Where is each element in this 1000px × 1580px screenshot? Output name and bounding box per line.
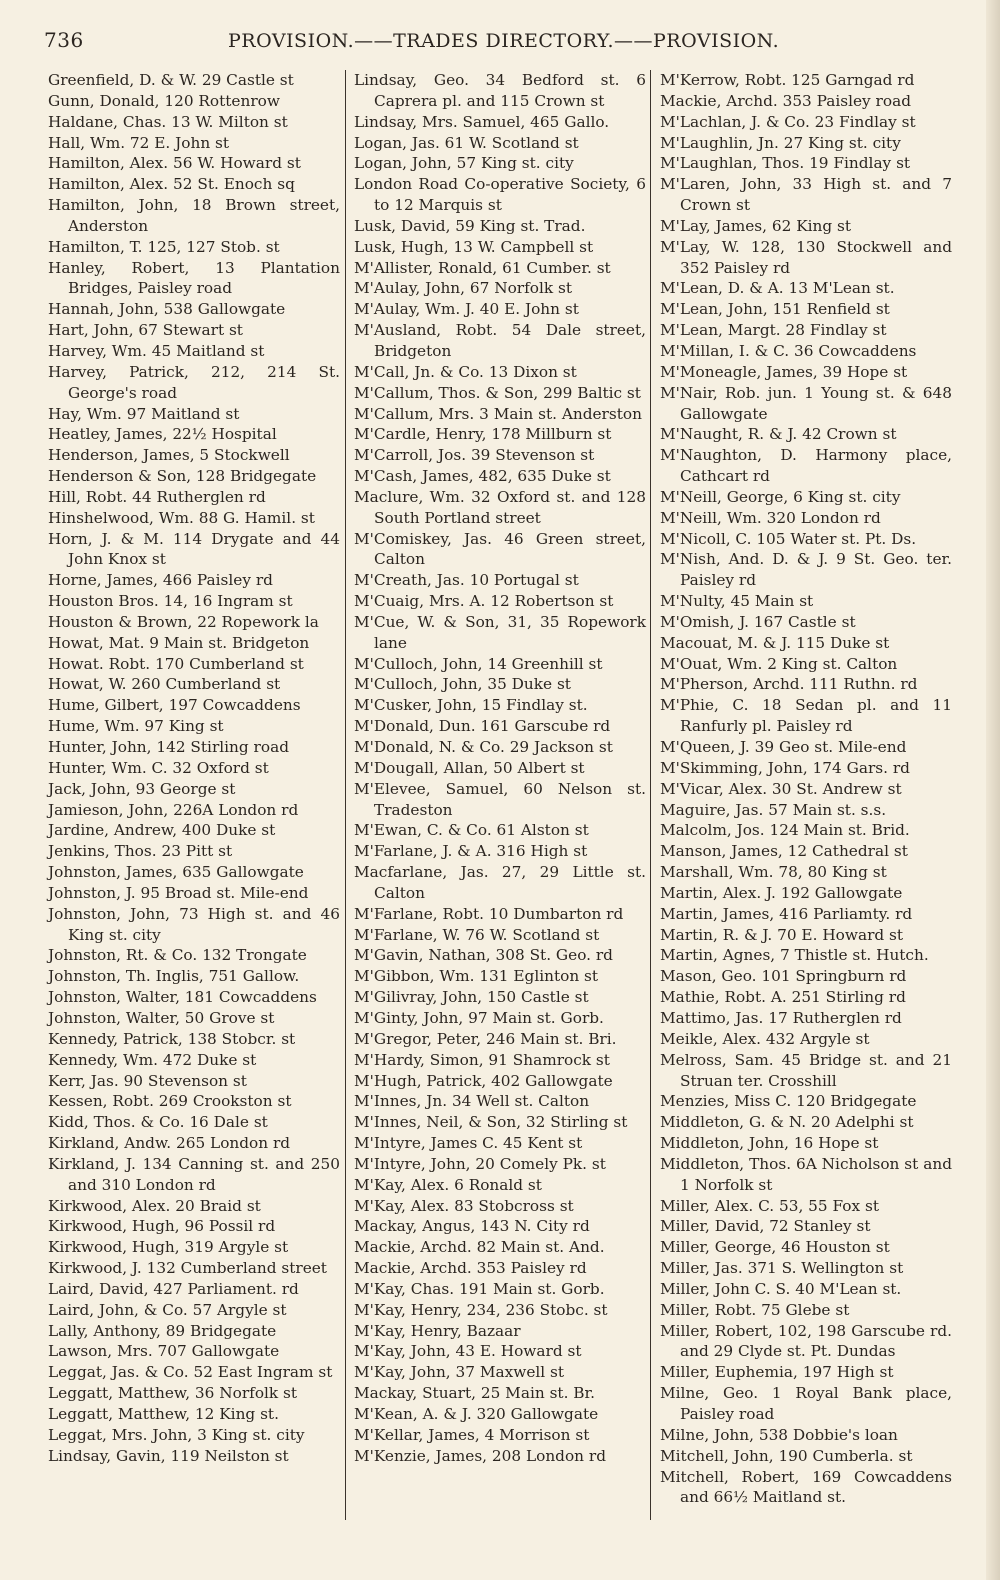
directory-entry: M'Kay, Alex. 6 Ronald st	[354, 1175, 542, 1194]
directory-entry: Mackie, Archd. 82 Main st. And.	[354, 1238, 605, 1257]
directory-entry: Johnston, Th. Inglis, 751 Gallow.	[48, 967, 300, 986]
directory-entry: M'Callum, Mrs. 3 Main st. Anderston	[354, 404, 642, 423]
directory-entry: M'Skimming, John, 174 Gars. rd	[660, 758, 910, 777]
directory-entry: Miller, Jas. 371 S. Wellington st	[660, 1259, 904, 1278]
directory-entry: Milne, John, 538 Dobbie's loan	[660, 1425, 898, 1444]
directory-entry: M'Donald, N. & Co. 29 Jackson st	[354, 738, 613, 756]
running-title: PROVISION.——TRADES DIRECTORY.——PROVISION.	[228, 30, 780, 52]
directory-entry: M'Ausland, Robt. 54 Dale street, Bridgeton	[354, 321, 646, 360]
directory-entry: Johnston, James, 635 Gallowgate	[48, 863, 304, 882]
directory-entry: Harvey, Patrick, 212, 214 St. George's road	[48, 362, 340, 402]
directory-entry: M'Culloch, John, 14 Greenhill st	[354, 654, 603, 673]
directory-entry: Logan, John, 57 King st. city	[354, 154, 574, 173]
directory-entry: M'Nicoll, C. 105 Water st. Pt. Ds.	[660, 529, 917, 548]
directory-entry: Leggat, Jas. & Co. 52 East Ingram st	[48, 1363, 333, 1382]
directory-entry: Kennedy, Patrick, 138 Stobcr. st	[48, 1029, 296, 1048]
directory-entry: Martin, Alex. J. 192 Gallowgate	[660, 883, 903, 902]
directory-entry: Mackie, Archd. 353 Paisley rd	[354, 1259, 587, 1278]
directory-entry: Miller, Euphemia, 197 High st	[660, 1363, 894, 1382]
directory-entry: M'Kenzie, James, 208 London rd	[354, 1446, 607, 1465]
directory-entry: M'Cusker, John, 15 Findlay st.	[354, 696, 588, 715]
directory-entry: M'Aulay, Wm. J. 40 E. John st	[354, 300, 579, 319]
directory-entry: Mitchell, John, 190 Cumberla. st	[660, 1446, 913, 1465]
directory-entry: M'Carroll, Jos. 39 Stevenson st	[354, 446, 595, 465]
directory-entry: Johnston, Walter, 181 Cowcaddens	[48, 988, 317, 1007]
directory-entry: M'Kay, John, 43 E. Howard st	[354, 1342, 582, 1361]
directory-column-2	[354, 70, 646, 1467]
directory-entry: Kirkland, Andw. 265 London rd	[48, 1134, 291, 1153]
directory-entry: Johnston, J. 95 Broad st. Mile-end	[48, 883, 309, 902]
directory-entry: M'Hardy, Simon, 91 Shamrock st	[354, 1050, 610, 1069]
page-number: 736	[44, 28, 84, 52]
directory-entry: Leggat, Mrs. John, 3 King st. city	[48, 1425, 305, 1444]
directory-entry: M'Kerrow, Robt. 125 Garngad rd	[660, 71, 915, 89]
directory-entry: Johnston, Walter, 50 Grove st	[48, 1008, 275, 1027]
directory-entry: Johnston, Rt. & Co. 132 Trongate	[48, 946, 307, 965]
directory-entry: Jardine, Andrew, 400 Duke st	[48, 821, 276, 840]
directory-entry: Hay, Wm. 97 Maitland st	[48, 404, 240, 423]
directory-entry: M'Nulty, 45 Main st	[660, 592, 814, 611]
directory-entry: Miller, Robert, 102, 198 Garscube rd. and 29 Clyde st. Pt. Dundas	[660, 1321, 952, 1361]
directory-entry: M'Kay, John, 37 Maxwell st	[354, 1363, 565, 1382]
directory-entry: M'Comiskey, Jas. 46 Green street, Calton	[354, 529, 646, 569]
directory-entry: M'Kay, Chas. 191 Main st. Gorb.	[354, 1279, 605, 1298]
directory-entry: Hamilton, John, 18 Brown street, Anderston	[48, 196, 340, 235]
directory-entry: Martin, James, 416 Parliamty. rd	[660, 904, 913, 923]
directory-entry: Johnston, John, 73 High st. and 46 King st. city	[48, 904, 340, 944]
directory-entry: Kirkwood, J. 132 Cumberland street	[48, 1259, 327, 1278]
directory-entry: Mackay, Stuart, 25 Main st. Br.	[354, 1384, 596, 1403]
directory-entry: M'Ginty, John, 97 Main st. Gorb.	[354, 1008, 604, 1027]
directory-entry: Lindsay, Gavin, 119 Neilston st	[48, 1446, 289, 1465]
directory-entry: Gunn, Donald, 120 Rottenrow	[48, 91, 280, 110]
directory-entry: Hanley, Robert, 13 Plantation Bridges, Paisley road	[48, 258, 340, 298]
directory-entry: Martin, R. & J. 70 E. Howard st	[660, 925, 904, 944]
directory-column-1	[48, 70, 340, 1467]
directory-entry: Melross, Sam. 45 Bridge st. and 21 Struan ter. Crosshill	[660, 1050, 952, 1090]
directory-entry: Mathie, Robt. A. 251 Stirling rd	[660, 988, 906, 1007]
directory-entry: Hill, Robt. 44 Rutherglen rd	[48, 487, 266, 506]
directory-entry: M'Kay, Alex. 83 Stobcross st	[354, 1196, 574, 1215]
directory-entry: M'Lean, John, 151 Renfield st	[660, 300, 890, 319]
directory-entry: M'Farlane, W. 76 W. Scotland st	[354, 925, 600, 944]
directory-entry: Macfarlane, Jas. 27, 29 Little st. Calton	[354, 863, 646, 902]
directory-column-3	[660, 70, 952, 1508]
directory-entry: Menzies, Miss C. 120 Bridgegate	[660, 1092, 917, 1111]
directory-entry: Greenfield, D. & W. 29 Castle st	[48, 71, 294, 89]
page-header	[44, 24, 974, 58]
directory-entry: M'Laren, John, 33 High st. and 7 Crown st	[660, 175, 952, 215]
directory-entry: Hall, Wm. 72 E. John st	[48, 133, 230, 152]
column-divider	[650, 70, 651, 1520]
directory-entry: Leggatt, Matthew, 36 Norfolk st	[48, 1384, 298, 1403]
directory-entry: M'Gregor, Peter, 246 Main st. Bri.	[354, 1029, 617, 1048]
directory-entry: M'Cuaig, Mrs. A. 12 Robertson st	[354, 592, 614, 611]
directory-entry: Marshall, Wm. 78, 80 King st	[660, 863, 887, 882]
column-divider	[345, 70, 346, 1520]
directory-entry: M'Kean, A. & J. 320 Gallowgate	[354, 1405, 599, 1423]
directory-entry: M'Callum, Thos. & Son, 299 Baltic st	[354, 383, 641, 402]
directory-entry: Horne, James, 466 Paisley rd	[48, 571, 273, 590]
directory-entry: M'Lay, James, 62 King st	[660, 216, 852, 235]
directory-entry: M'Nair, Rob. jun. 1 Young st. & 648 Gallowgate	[660, 383, 952, 423]
directory-entry: Haldane, Chas. 13 W. Milton st	[48, 112, 288, 131]
directory-entry: Lusk, David, 59 King st. Trad.	[354, 216, 586, 235]
directory-entry: Lally, Anthony, 89 Bridgegate	[48, 1321, 277, 1340]
directory-entry: Kidd, Thos. & Co. 16 Dale st	[48, 1113, 268, 1132]
directory-entry: Hamilton, Alex. 52 St. Enoch sq	[48, 175, 295, 194]
directory-entry: M'Laughlan, Thos. 19 Findlay st	[660, 154, 911, 173]
directory-entry: M'Kay, Henry, Bazaar	[354, 1321, 521, 1340]
directory-entry: Mason, Geo. 101 Springburn rd	[660, 967, 907, 986]
directory-entry: M'Neill, Wm. 320 London rd	[660, 508, 881, 527]
directory-entry: Hinshelwood, Wm. 88 G. Hamil. st	[48, 508, 315, 527]
directory-entry: M'Donald, Dun. 161 Garscube rd	[354, 717, 611, 736]
directory-entry: M'Call, Jn. & Co. 13 Dixon st	[354, 362, 577, 381]
directory-entry: M'Lean, Margt. 28 Findlay st	[660, 321, 887, 340]
directory-entry: Jamieson, John, 226A London rd	[48, 800, 299, 819]
directory-entry: Kirkwood, Hugh, 319 Argyle st	[48, 1238, 289, 1257]
directory-entry: M'Hugh, Patrick, 402 Gallowgate	[354, 1071, 613, 1090]
directory-entry: Miller, David, 72 Stanley st	[660, 1217, 871, 1236]
directory-entry: M'Cardle, Henry, 178 Millburn st	[354, 425, 612, 444]
directory-entry: Lindsay, Mrs. Samuel, 465 Gallo.	[354, 112, 610, 131]
directory-entry: M'Gibbon, Wm. 131 Eglinton st	[354, 967, 599, 986]
directory-entry: Houston Bros. 14, 16 Ingram st	[48, 592, 293, 611]
directory-entry: M'Moneagle, James, 39 Hope st	[660, 362, 908, 381]
directory-entry: M'Laughlin, Jn. 27 King st. city	[660, 133, 901, 152]
directory-entry: M'Innes, Jn. 34 Well st. Calton	[354, 1092, 590, 1111]
directory-entry: Lawson, Mrs. 707 Gallowgate	[48, 1342, 280, 1361]
directory-entry: Kennedy, Wm. 472 Duke st	[48, 1050, 257, 1069]
directory-entry: M'Queen, J. 39 Geo st. Mile-end	[660, 738, 907, 756]
directory-entry: M'Neill, George, 6 King st. city	[660, 487, 901, 506]
directory-entry: M'Ewan, C. & Co. 61 Alston st	[354, 821, 589, 840]
directory-entry: M'Lay, W. 128, 130 Stockwell and 352 Paisley rd	[660, 237, 952, 277]
directory-entry: Mackay, Angus, 143 N. City rd	[354, 1217, 590, 1236]
directory-entry: Heatley, James, 22½ Hospital	[48, 425, 277, 444]
directory-entry: M'Phie, C. 18 Sedan pl. and 11 Ranfurly pl. Paisley rd	[660, 696, 952, 736]
directory-entry: M'Farlane, Robt. 10 Dumbarton rd	[354, 904, 624, 923]
directory-entry: Logan, Jas. 61 W. Scotland st	[354, 133, 579, 152]
directory-entry: Jack, John, 93 George st	[48, 779, 236, 798]
directory-entry: Mitchell, Robert, 169 Cowcaddens and 66½ Maitland st.	[660, 1467, 952, 1507]
directory-entry: M'Pherson, Archd. 111 Ruthn. rd	[660, 675, 918, 694]
directory-entry: Harvey, Wm. 45 Maitland st	[48, 341, 265, 360]
directory-entry: Mackie, Archd. 353 Paisley road	[660, 91, 911, 110]
directory-entry: Hamilton, Alex. 56 W. Howard st	[48, 154, 301, 173]
directory-entry: Hamilton, T. 125, 127 Stob. st	[48, 237, 280, 256]
directory-entry: M'Cash, James, 482, 635 Duke st	[354, 467, 611, 486]
directory-entry: M'Aulay, John, 67 Norfolk st	[354, 279, 573, 298]
directory-entry: M'Farlane, J. & A. 316 High st	[354, 842, 588, 861]
directory-entry: Henderson, James, 5 Stockwell	[48, 446, 290, 465]
directory-entry: M'Lachlan, J. & Co. 23 Findlay st	[660, 112, 916, 131]
directory-entry: Kirkwood, Hugh, 96 Possil rd	[48, 1217, 276, 1236]
directory-entry: Hunter, John, 142 Stirling road	[48, 738, 289, 756]
directory-entry: Lusk, Hugh, 13 W. Campbell st	[354, 237, 594, 256]
directory-entry: Milne, Geo. 1 Royal Bank place, Paisley road	[660, 1384, 952, 1423]
directory-entry: Kirkwood, Alex. 20 Braid st	[48, 1196, 261, 1215]
directory-entry: Howat, W. 260 Cumberland st	[48, 675, 281, 694]
directory-entry: M'Vicar, Alex. 30 St. Andrew st	[660, 779, 902, 798]
directory-entry: Houston & Brown, 22 Ropework la	[48, 612, 319, 631]
page-edge	[986, 0, 1000, 1580]
directory-entry: Miller, George, 46 Houston st	[660, 1238, 890, 1257]
directory-entry: M'Millan, I. & C. 36 Cowcaddens	[660, 341, 917, 360]
directory-entry: Laird, David, 427 Parliament. rd	[48, 1279, 299, 1298]
directory-entry: M'Gilivray, John, 150 Castle st	[354, 988, 589, 1007]
directory-entry: Howat, Mat. 9 Main st. Bridgeton	[48, 633, 310, 652]
directory-entry: Kirkland, J. 134 Canning st. and 250 and 310 London rd	[48, 1154, 340, 1194]
directory-entry: Hannah, John, 538 Gallowgate	[48, 300, 286, 319]
directory-entry: Laird, John, & Co. 57 Argyle st	[48, 1300, 287, 1319]
directory-entry: Martin, Agnes, 7 Thistle st. Hutch.	[660, 946, 929, 965]
directory-entry: Leggatt, Matthew, 12 King st.	[48, 1405, 279, 1423]
directory-entry: Middleton, Thos. 6A Nicholson st and 1 Norfolk st	[660, 1154, 952, 1194]
directory-entry: M'Innes, Neil, & Son, 32 Stirling st	[354, 1113, 628, 1132]
directory-entry: Henderson & Son, 128 Bridgegate	[48, 467, 317, 486]
directory-entry: Hume, Gilbert, 197 Cowcaddens	[48, 696, 301, 715]
directory-entry: Hume, Wm. 97 King st	[48, 717, 224, 736]
directory-entry: Maclure, Wm. 32 Oxford st. and 128 South Portland street	[354, 487, 646, 527]
directory-entry: M'Cue, W. & Son, 31, 35 Ropework lane	[354, 612, 646, 652]
directory-entry: Malcolm, Jos. 124 Main st. Brid.	[660, 821, 910, 840]
directory-entry: Miller, John C. S. 40 M'Lean st.	[660, 1279, 902, 1298]
directory-entry: M'Naught, R. & J. 42 Crown st	[660, 425, 897, 444]
directory-entry: M'Gavin, Nathan, 308 St. Geo. rd	[354, 946, 613, 965]
directory-entry: M'Allister, Ronald, 61 Cumber. st	[354, 258, 611, 277]
directory-entry: M'Naughton, D. Harmony place, Cathcart rd	[660, 446, 952, 486]
directory-entry: Manson, James, 12 Cathedral st	[660, 842, 908, 861]
directory-entry: Hunter, Wm. C. 32 Oxford st	[48, 758, 269, 777]
directory-entry: Jenkins, Thos. 23 Pitt st	[48, 842, 233, 861]
directory-entry: M'Nish, And. D. & J. 9 St. Geo. ter. Paisley rd	[660, 550, 952, 590]
directory-entry: M'Ouat, Wm. 2 King st. Calton	[660, 654, 898, 673]
directory-entry: Macouat, M. & J. 115 Duke st	[660, 633, 890, 652]
directory-entry: Middleton, G. & N. 20 Adelphi st	[660, 1113, 914, 1132]
directory-entry: Miller, Robt. 75 Glebe st	[660, 1300, 850, 1319]
directory-entry: M'Dougall, Allan, 50 Albert st	[354, 758, 585, 777]
directory-entry: Howat. Robt. 170 Cumberland st	[48, 654, 304, 673]
directory-entry: Maguire, Jas. 57 Main st. s.s.	[660, 800, 887, 819]
directory-entry: M'Kay, Henry, 234, 236 Stobc. st	[354, 1300, 608, 1319]
directory-entry: Mattimo, Jas. 17 Rutherglen rd	[660, 1008, 902, 1027]
directory-entry: M'Intyre, John, 20 Comely Pk. st	[354, 1154, 606, 1173]
directory-entry: Kerr, Jas. 90 Stevenson st	[48, 1071, 247, 1090]
directory-entry: London Road Co-operative Society, 6 to 12 Marquis st	[354, 175, 646, 215]
directory-entry: Horn, J. & M. 114 Drygate and 44 John Knox st	[48, 529, 340, 569]
directory-entry: M'Culloch, John, 35 Duke st	[354, 675, 571, 694]
directory-entry: M'Elevee, Samuel, 60 Nelson st. Tradeston	[354, 779, 646, 819]
directory-entry: Lindsay, Geo. 34 Bedford st. 6 Caprera pl. and 115 Crown st	[354, 71, 646, 110]
directory-entry: Middleton, John, 16 Hope st	[660, 1134, 879, 1153]
directory-entry: Kessen, Robt. 269 Crookston st	[48, 1092, 292, 1111]
directory-entry: M'Kellar, James, 4 Morrison st	[354, 1425, 590, 1444]
directory-entry: M'Omish, J. 167 Castle st	[660, 612, 856, 631]
directory-entry: Meikle, Alex. 432 Argyle st	[660, 1029, 870, 1048]
directory-entry: Miller, Alex. C. 53, 55 Fox st	[660, 1196, 879, 1215]
directory-entry: M'Intyre, James C. 45 Kent st	[354, 1134, 583, 1153]
directory-entry: Hart, John, 67 Stewart st	[48, 321, 243, 340]
directory-entry: M'Lean, D. & A. 13 M'Lean st.	[660, 279, 895, 298]
directory-entry: M'Creath, Jas. 10 Portugal st	[354, 571, 579, 590]
